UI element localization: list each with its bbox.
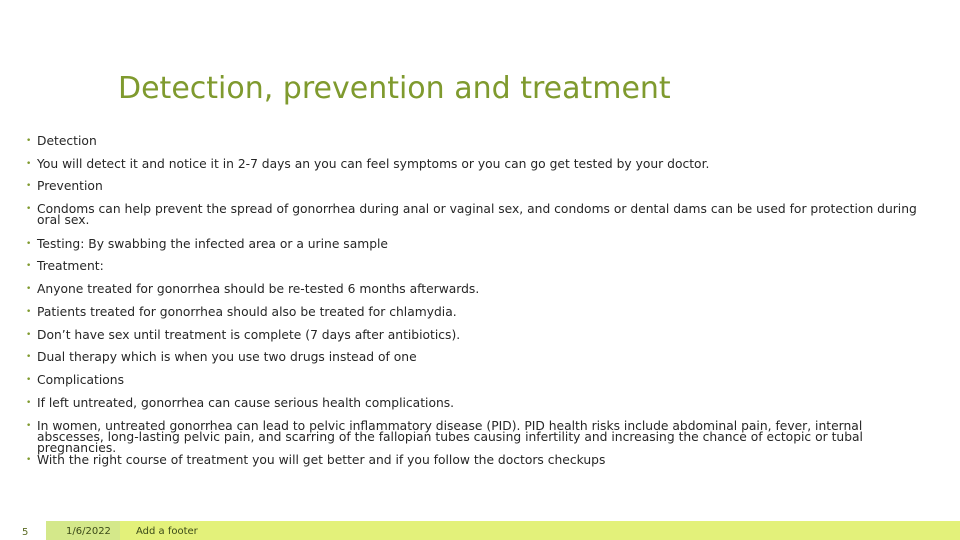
bullet-icon: • — [26, 261, 32, 271]
list-item — [26, 204, 926, 226]
list-item-text: Treatment: — [37, 259, 104, 273]
bullet-icon: • — [26, 375, 32, 385]
bullet-icon: • — [26, 181, 32, 191]
bullet-icon: • — [26, 204, 32, 214]
slide-footer — [0, 521, 960, 540]
bullet-icon: • — [26, 136, 32, 146]
bullet-icon: • — [26, 421, 32, 431]
list-item — [26, 330, 926, 341]
list-item-text: Complications — [37, 373, 124, 387]
footer-date: 1/6/2022 — [66, 526, 111, 537]
list-item — [26, 421, 926, 454]
list-item — [26, 455, 926, 466]
bullet-icon: • — [26, 330, 32, 340]
list-item — [26, 239, 926, 250]
list-item — [26, 159, 926, 170]
list-item-text: Dual therapy which is when you use two drugs instead of one — [37, 350, 417, 364]
list-item-text: Don’t have sex until treatment is complete (7 days after antibiotics). — [37, 328, 461, 342]
bullet-icon: • — [26, 455, 32, 465]
bullet-icon: • — [26, 159, 32, 169]
page-number-box — [0, 521, 46, 540]
list-item — [26, 307, 926, 318]
list-item-text: If left untreated, gonorrhea can cause serious health complications. — [37, 396, 455, 410]
footer-text[interactable]: Add a footer — [136, 526, 198, 537]
list-item — [26, 261, 926, 272]
footer-bar — [120, 521, 960, 540]
list-item — [26, 136, 926, 147]
list-item-text: Patients treated for gonorrhea should also be treated for chlamydia. — [37, 305, 457, 319]
bullet-icon: • — [26, 284, 32, 294]
bullet-icon: • — [26, 352, 32, 362]
list-item-text: Testing: By swabbing the infected area or a urine sample — [37, 237, 389, 251]
slide-title: Detection, prevention and treatment — [118, 71, 671, 106]
bullet-icon: • — [26, 398, 32, 408]
date-box — [46, 521, 120, 540]
bullet-icon: • — [26, 239, 32, 249]
list-item-text: You will detect it and notice it in 2-7 days an you can feel symptoms or you can go get tested by your doctor. — [37, 157, 710, 171]
list-item — [26, 375, 926, 386]
list-item — [26, 284, 926, 295]
list-item — [26, 398, 926, 409]
list-item-text: Prevention — [37, 179, 103, 193]
bullet-icon: • — [26, 307, 32, 317]
list-item-text: In women, untreated gonorrhea can lead to pelvic inflammatory disease (PID). PID health risks include abdominal pain, fever, internal abscesses, long-lasting pelvic pain, and scarring of the fallopian tubes causing infertility and increasing the chance of ectopic or tubal pregnancies. — [37, 419, 863, 455]
page-number: 5 — [22, 527, 29, 538]
list-item — [26, 352, 926, 363]
list-item-text: Detection — [37, 134, 97, 148]
list-item-text: Anyone treated for gonorrhea should be re-tested 6 months afterwards. — [37, 282, 480, 296]
list-item-text: Condoms can help prevent the spread of gonorrhea during anal or vaginal sex, and condoms or dental dams can be used for protection during oral sex. — [37, 202, 917, 227]
list-item-text: With the right course of treatment you will get better and if you follow the doctors checkups — [37, 453, 606, 467]
list-item — [26, 181, 926, 192]
